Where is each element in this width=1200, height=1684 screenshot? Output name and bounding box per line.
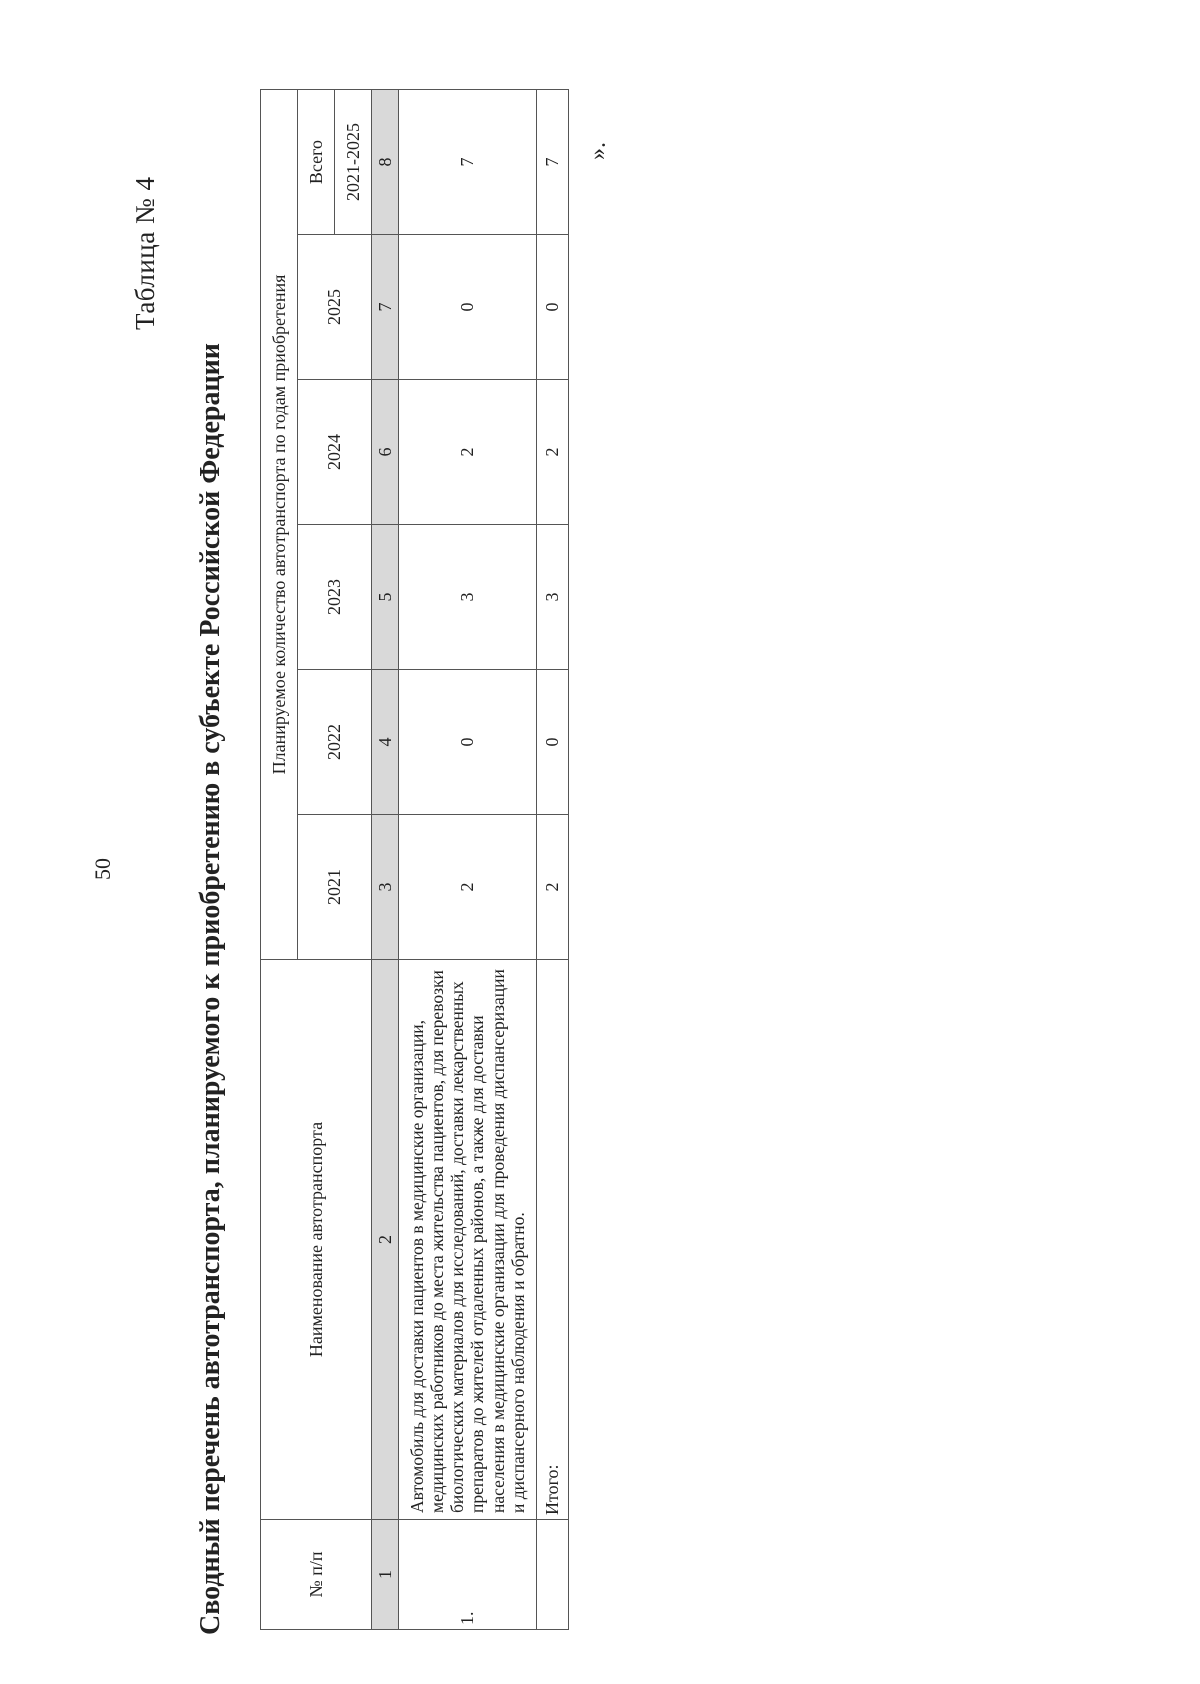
closing-quote: ». bbox=[585, 142, 611, 160]
value-2021: 2 bbox=[399, 815, 537, 960]
total-num-cell bbox=[536, 1520, 568, 1630]
vehicle-summary-table bbox=[260, 89, 569, 1630]
total-2023: 3 bbox=[536, 525, 568, 670]
total-2021: 2 bbox=[536, 815, 568, 960]
column-number: 8 bbox=[372, 90, 399, 235]
header-total: Всего bbox=[298, 90, 335, 235]
value-2023: 3 bbox=[399, 525, 537, 670]
header-planned: Планируемое количество автотранспорта по годам приобретения bbox=[261, 90, 298, 960]
header-total-period: 2021-2025 bbox=[335, 90, 372, 235]
column-number: 3 bbox=[372, 815, 399, 960]
value-2025: 0 bbox=[399, 235, 537, 380]
total-label: Итого: bbox=[536, 960, 568, 1520]
column-number: 5 bbox=[372, 525, 399, 670]
row-number: 1. bbox=[399, 1520, 537, 1630]
value-2022: 0 bbox=[399, 670, 537, 815]
total-2025: 0 bbox=[536, 235, 568, 380]
total-2022: 0 bbox=[536, 670, 568, 815]
header-year-2022: 2022 bbox=[298, 670, 372, 815]
column-number-row bbox=[372, 90, 399, 1630]
page-title: Сводный перечень автотранспорта, планируемого к приобретению в субъекте Российской Федерации bbox=[195, 343, 226, 1635]
column-number: 7 bbox=[372, 235, 399, 380]
total-2024: 2 bbox=[536, 380, 568, 525]
total-all: 7 bbox=[536, 90, 568, 235]
table-row bbox=[399, 90, 537, 1630]
column-number: 1 bbox=[372, 1520, 399, 1630]
column-number: 4 bbox=[372, 670, 399, 815]
vehicle-description: Автомобиль для доставки пациентов в медицинские организации, медицинских работников до места жительства пациентов, для перевозки биологических материалов для исследований, доставки лекарственных препаратов до жителей отдаленных районов, а также для доставки населения в медицинские организации для проведения диспансеризации и диспансерного наблюдения и обратно. bbox=[399, 960, 537, 1520]
page-number: 50 bbox=[90, 858, 115, 880]
table-label: Таблица № 4 bbox=[130, 176, 160, 330]
column-number: 2 bbox=[372, 960, 399, 1520]
column-number: 6 bbox=[372, 380, 399, 525]
header-year-2021: 2021 bbox=[298, 815, 372, 960]
header-year-2023: 2023 bbox=[298, 525, 372, 670]
total-row bbox=[536, 90, 568, 1630]
value-2024: 2 bbox=[399, 380, 537, 525]
header-year-2024: 2024 bbox=[298, 380, 372, 525]
header-num: № п/п bbox=[261, 1520, 372, 1630]
value-total: 7 bbox=[399, 90, 537, 235]
header-year-2025: 2025 bbox=[298, 235, 372, 380]
header-name: Наименование автотранспорта bbox=[261, 960, 372, 1520]
document-page bbox=[80, 50, 660, 1650]
